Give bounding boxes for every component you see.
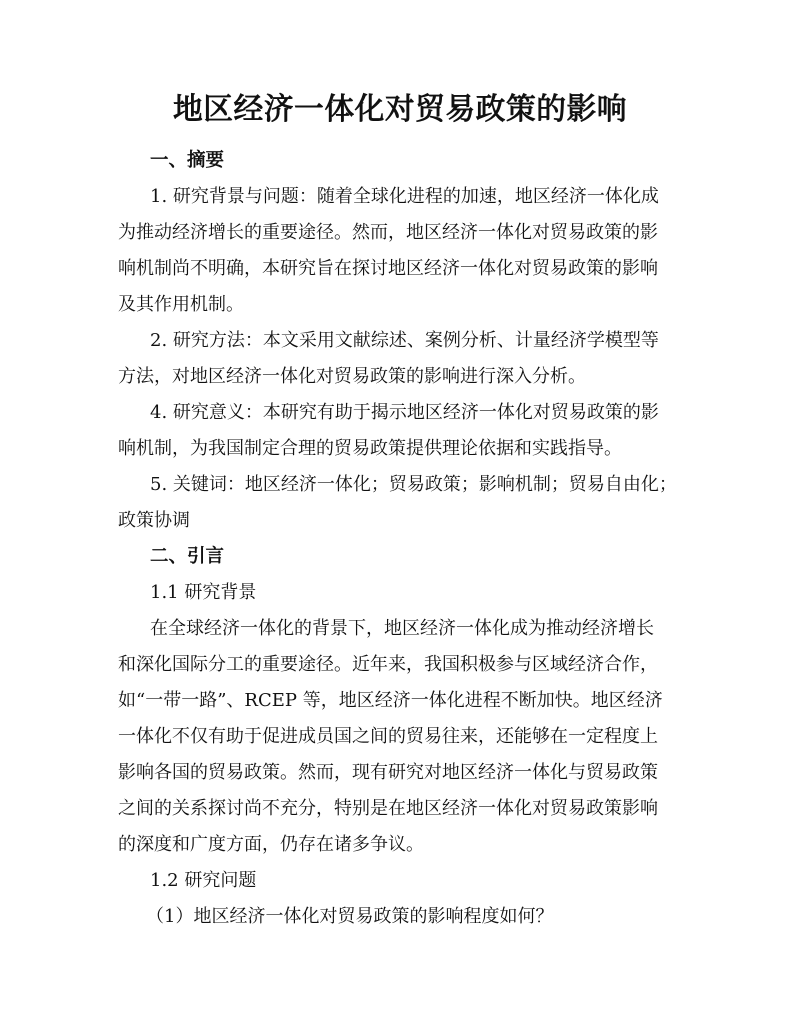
abstract-p5-line: 5. 关键词：地区经济一体化；贸易政策；影响机制；贸易自由化； bbox=[150, 474, 677, 495]
section-heading-abstract: 一、摘要 bbox=[150, 150, 225, 171]
background-body-line: 的深度和广度方面，仍存在诸多争议。 bbox=[118, 834, 424, 855]
research-question-item: （1）地区经济一体化对贸易政策的影响程度如何？ bbox=[146, 906, 554, 927]
abstract-p1-line: 响机制尚不明确，本研究旨在探讨地区经济一体化对贸易政策的影响 bbox=[118, 258, 658, 279]
subsection-heading-background: 1.1 研究背景 bbox=[150, 582, 257, 603]
abstract-p4-line: 4. 研究意义：本研究有助于揭示地区经济一体化对贸易政策的影 bbox=[150, 402, 659, 423]
background-body-line: 在全球经济一体化的背景下，地区经济一体化成为推动经济增长 bbox=[150, 618, 654, 639]
abstract-p4-line: 响机制，为我国制定合理的贸易政策提供理论依据和实践指导。 bbox=[118, 438, 622, 459]
abstract-p1-line: 及其作用机制。 bbox=[118, 294, 244, 315]
abstract-p5-line: 政策协调 bbox=[118, 510, 190, 531]
background-body-line: 一体化不仅有助于促进成员国之间的贸易往来，还能够在一定程度上 bbox=[118, 726, 658, 747]
abstract-p2-line: 方法，对地区经济一体化对贸易政策的影响进行深入分析。 bbox=[118, 366, 586, 387]
background-body-line: 之间的关系探讨尚不充分，特别是在地区经济一体化对贸易政策影响 bbox=[118, 798, 658, 819]
document-title: 地区经济一体化对贸易政策的影响 bbox=[172, 92, 628, 127]
abstract-p2-line: 2. 研究方法：本文采用文献综述、案例分析、计量经济学模型等 bbox=[150, 330, 659, 351]
background-body-line: 和深化国际分工的重要途径。近年来，我国积极参与区域经济合作， bbox=[118, 654, 658, 675]
abstract-p1-line: 为推动经济增长的重要途径。然而，地区经济一体化对贸易政策的影 bbox=[118, 222, 658, 243]
background-body-line: 如“一带一路”、RCEP 等，地区经济一体化进程不断加快。地区经济 bbox=[118, 690, 663, 711]
section-heading-intro: 二、引言 bbox=[150, 546, 225, 567]
abstract-p1-line: 1. 研究背景与问题：随着全球化进程的加速，地区经济一体化成 bbox=[150, 186, 659, 207]
background-body-line: 影响各国的贸易政策。然而，现有研究对地区经济一体化与贸易政策 bbox=[118, 762, 658, 783]
subsection-heading-questions: 1.2 研究问题 bbox=[150, 870, 257, 891]
